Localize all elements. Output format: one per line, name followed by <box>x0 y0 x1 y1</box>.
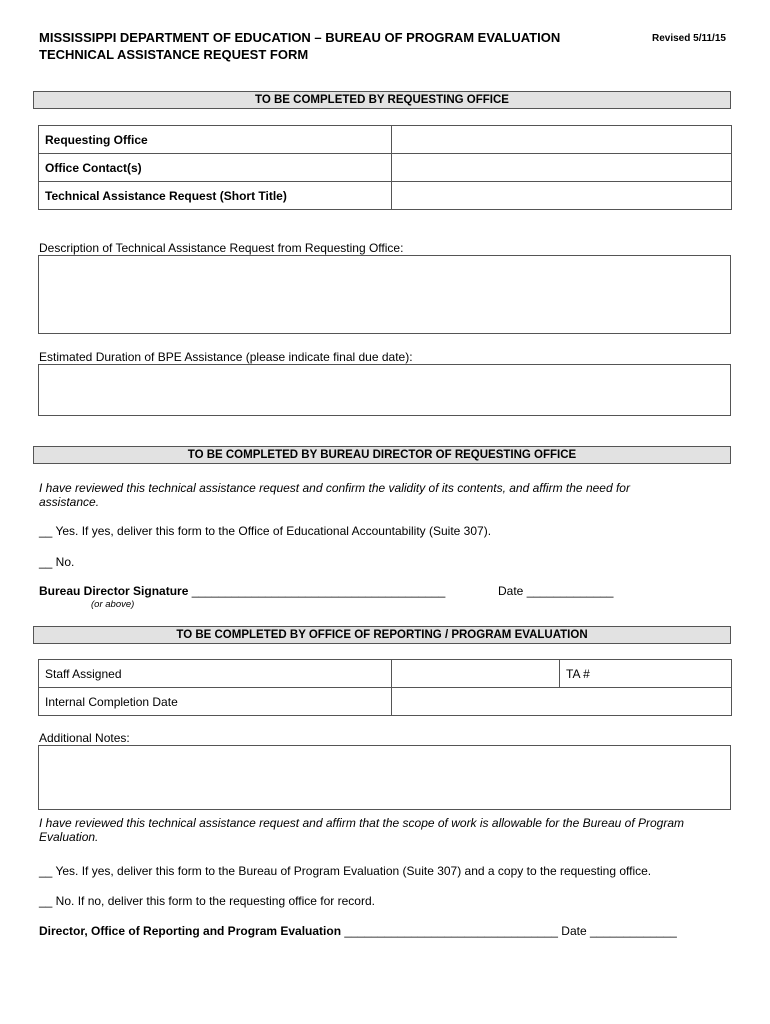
requesting-office-field[interactable] <box>392 126 732 154</box>
requesting-office-label: Requesting Office <box>39 126 392 154</box>
short-title-label: Technical Assistance Request (Short Title) <box>39 182 392 210</box>
short-title-field[interactable] <box>392 182 732 210</box>
evaluation-date-label: Date <box>561 924 587 938</box>
evaluation-signature-row <box>39 924 677 938</box>
evaluation-no-option[interactable]: __ No. If no, deliver this form to the requesting office for record. <box>39 894 375 908</box>
evaluation-table <box>38 659 732 716</box>
evaluation-date-line[interactable]: _____________ <box>590 924 677 938</box>
table-row <box>39 182 732 210</box>
ta-number-label[interactable]: TA # <box>560 660 732 688</box>
signature-line[interactable]: ______________________________________ <box>191 584 446 598</box>
title-line-2: TECHNICAL ASSISTANCE REQUEST FORM <box>39 47 309 62</box>
section1-heading: TO BE COMPLETED BY REQUESTING OFFICE <box>33 91 731 109</box>
form-title <box>39 29 560 63</box>
date-label: Date <box>498 584 524 598</box>
duration-box[interactable] <box>38 364 731 416</box>
or-above-note: (or above) <box>91 599 135 610</box>
notes-box[interactable] <box>38 745 731 810</box>
staff-assigned-label: Staff Assigned <box>39 660 392 688</box>
date-line[interactable]: _____________ <box>526 584 614 598</box>
signature-row <box>39 584 445 598</box>
evaluation-statement: I have reviewed this technical assistance request and affirm that the scope of work is allowable for the Bureau of Program Evaluation. <box>39 816 684 844</box>
table-row <box>39 688 732 716</box>
director-yes-option[interactable]: __ Yes. If yes, deliver this form to the Office of Educational Accountability (Suite 307). <box>39 524 492 538</box>
section2-heading: TO BE COMPLETED BY BUREAU DIRECTOR OF REQUESTING OFFICE <box>33 446 731 464</box>
office-contacts-label: Office Contact(s) <box>39 154 392 182</box>
description-box[interactable] <box>38 255 731 334</box>
title-line-1: MISSISSIPPI DEPARTMENT OF EDUCATION – BUREAU OF PROGRAM EVALUATION <box>39 30 561 45</box>
completion-date-field[interactable] <box>392 688 732 716</box>
signature-label: Bureau Director Signature <box>39 584 189 598</box>
completion-date-label: Internal Completion Date <box>39 688 392 716</box>
requesting-office-table <box>38 125 732 210</box>
office-contacts-field[interactable] <box>392 154 732 182</box>
evaluation-yes-option[interactable]: __ Yes. If yes, deliver this form to the Bureau of Program Evaluation (Suite 307) and a copy to the requesting office. <box>39 864 652 878</box>
section3-heading: TO BE COMPLETED BY OFFICE OF REPORTING / PROGRAM EVALUATION <box>33 626 731 644</box>
director-statement: I have reviewed this technical assistance request and confirm the validity of its contents, and affirm the need for assistance. <box>39 481 630 509</box>
table-row <box>39 660 732 688</box>
staff-assigned-field[interactable] <box>392 660 560 688</box>
duration-label: Estimated Duration of BPE Assistance (please indicate final due date): <box>39 350 413 364</box>
director-signature-line[interactable]: ________________________________ <box>344 924 558 938</box>
table-row <box>39 126 732 154</box>
notes-label: Additional Notes: <box>39 731 130 745</box>
revised-date: Revised 5/11/15 <box>652 33 726 44</box>
director-date-row <box>498 584 613 598</box>
table-row <box>39 154 732 182</box>
description-label: Description of Technical Assistance Request from Requesting Office: <box>39 241 404 255</box>
director-label: Director, Office of Reporting and Program Evaluation <box>39 924 342 938</box>
director-no-option[interactable]: __ No. <box>39 555 75 569</box>
